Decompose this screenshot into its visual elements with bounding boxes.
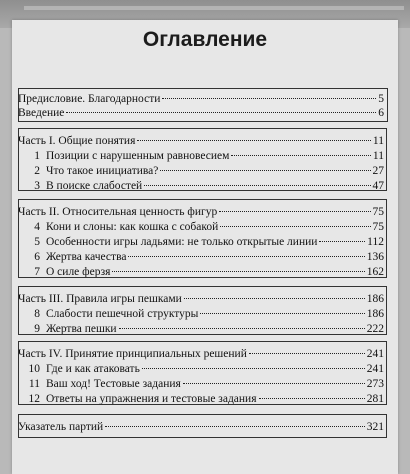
toc-entry-label: В поиске слабостей xyxy=(46,180,143,192)
leader-dots xyxy=(66,112,376,113)
toc-entry-label: Позиции с нарушенным равновесием xyxy=(46,150,230,162)
toc-entry-number: 1 xyxy=(34,150,40,162)
page-title: Оглавление xyxy=(142,28,268,51)
toc-entry-page: 136 xyxy=(366,251,384,263)
toc-entry xyxy=(18,322,384,337)
leader-dots xyxy=(160,170,370,171)
toc-entry-number: 7 xyxy=(34,266,40,278)
toc-entry-label: Введение xyxy=(18,107,65,119)
toc-entry-number: 10 xyxy=(28,363,40,375)
toc-entry-number: 8 xyxy=(34,308,40,320)
leader-dots xyxy=(259,398,365,399)
leader-dots xyxy=(220,226,370,227)
toc-entry xyxy=(18,377,384,392)
leader-dots xyxy=(128,256,364,257)
toc-entry xyxy=(18,392,384,407)
toc-entry xyxy=(18,164,384,179)
toc-entry-label: Что такое инициатива? xyxy=(46,165,159,177)
toc-entry-page: 273 xyxy=(366,378,384,390)
toc-entry-page: 5 xyxy=(378,93,384,105)
toc-entry-page: 241 xyxy=(366,363,384,375)
toc-entry-label: Часть III. Правила игры пешками xyxy=(18,293,182,305)
toc-entry-page: 281 xyxy=(366,393,384,405)
toc-entry-label: Особенности игры ладьями: не только открытые линии xyxy=(46,236,318,248)
leader-dots xyxy=(319,241,365,242)
toc-entry xyxy=(18,92,384,107)
toc-entry-page: 186 xyxy=(366,293,384,305)
toc-entry-page: 11 xyxy=(372,150,384,162)
toc-entry-label: Кони и слоны: как кошка с собакой xyxy=(46,221,219,233)
leader-dots xyxy=(249,353,365,354)
toc-entry xyxy=(18,106,384,121)
leader-dots xyxy=(119,328,365,329)
toc-entry-label: О силе ферзя xyxy=(46,266,111,278)
book-page xyxy=(12,20,398,474)
toc-entry-label: Указатель партий xyxy=(18,421,104,433)
leader-dots xyxy=(231,155,371,156)
toc-entry xyxy=(18,235,384,250)
leader-dots xyxy=(144,185,370,186)
toc-entry-page: 162 xyxy=(366,266,384,278)
toc-entry-number: 4 xyxy=(34,221,40,233)
toc-entry xyxy=(18,362,384,377)
toc-part-heading xyxy=(18,134,384,149)
toc-entry-label: Жертва качества xyxy=(46,251,127,263)
toc-entry-label: Где и как атаковать xyxy=(46,363,140,375)
toc-part-heading xyxy=(18,347,384,362)
leader-dots xyxy=(183,383,365,384)
toc-entry xyxy=(18,265,384,280)
toc-entry-number: 3 xyxy=(34,180,40,192)
toc-entry-number: 12 xyxy=(28,393,40,405)
toc-part-heading xyxy=(18,205,384,220)
toc-entry xyxy=(18,179,384,194)
toc-entry xyxy=(18,149,384,164)
toc-entry-page: 222 xyxy=(366,323,384,335)
toc-entry-label: Слабости пешечной структуры xyxy=(46,308,199,320)
toc-entry-number: 5 xyxy=(34,236,40,248)
toc-part-heading xyxy=(18,292,384,307)
toc-entry xyxy=(18,250,384,265)
leader-dots xyxy=(105,426,365,427)
leader-dots xyxy=(184,298,365,299)
toc-entry-label: Часть I. Общие понятия xyxy=(18,135,136,147)
leader-dots xyxy=(137,140,371,141)
toc-entry-label: Часть IV. Принятие принципиальных решений xyxy=(18,348,247,360)
toc-entry-page: 186 xyxy=(366,308,384,320)
toc-entry xyxy=(18,307,384,322)
toc-entry-number: 9 xyxy=(34,323,40,335)
toc-entry-number: 2 xyxy=(34,165,40,177)
toc-entry xyxy=(18,220,384,235)
toc-entry-page: 75 xyxy=(372,206,384,218)
toc-entry-page: 6 xyxy=(378,107,384,119)
toc-entry-label: Жертва пешки xyxy=(46,323,117,335)
leader-dots xyxy=(142,368,365,369)
toc-entry-label: Ответы на упражнения и тестовые задания xyxy=(46,393,257,405)
toc-entry-page: 112 xyxy=(367,236,384,248)
toc-entry-page: 75 xyxy=(372,221,384,233)
toc-entry-number: 6 xyxy=(34,251,40,263)
leader-dots xyxy=(162,98,376,99)
toc-entry-label: Предисловие. Благодарности xyxy=(18,93,161,105)
leader-dots xyxy=(112,271,364,272)
toc-entry xyxy=(18,420,384,435)
leader-dots xyxy=(219,211,370,212)
toc-entry-page: 321 xyxy=(366,421,384,433)
background-strip xyxy=(24,6,404,10)
toc-entry-number: 11 xyxy=(28,378,40,390)
toc-entry-label: Ваш ход! Тестовые задания xyxy=(46,378,181,390)
toc-entry-label: Часть II. Относительная ценность фигур xyxy=(18,206,218,218)
leader-dots xyxy=(200,313,364,314)
toc-entry-page: 11 xyxy=(372,135,384,147)
toc-entry-page: 27 xyxy=(372,165,384,177)
toc-entry-page: 47 xyxy=(372,180,384,192)
toc-entry-page: 241 xyxy=(366,348,384,360)
